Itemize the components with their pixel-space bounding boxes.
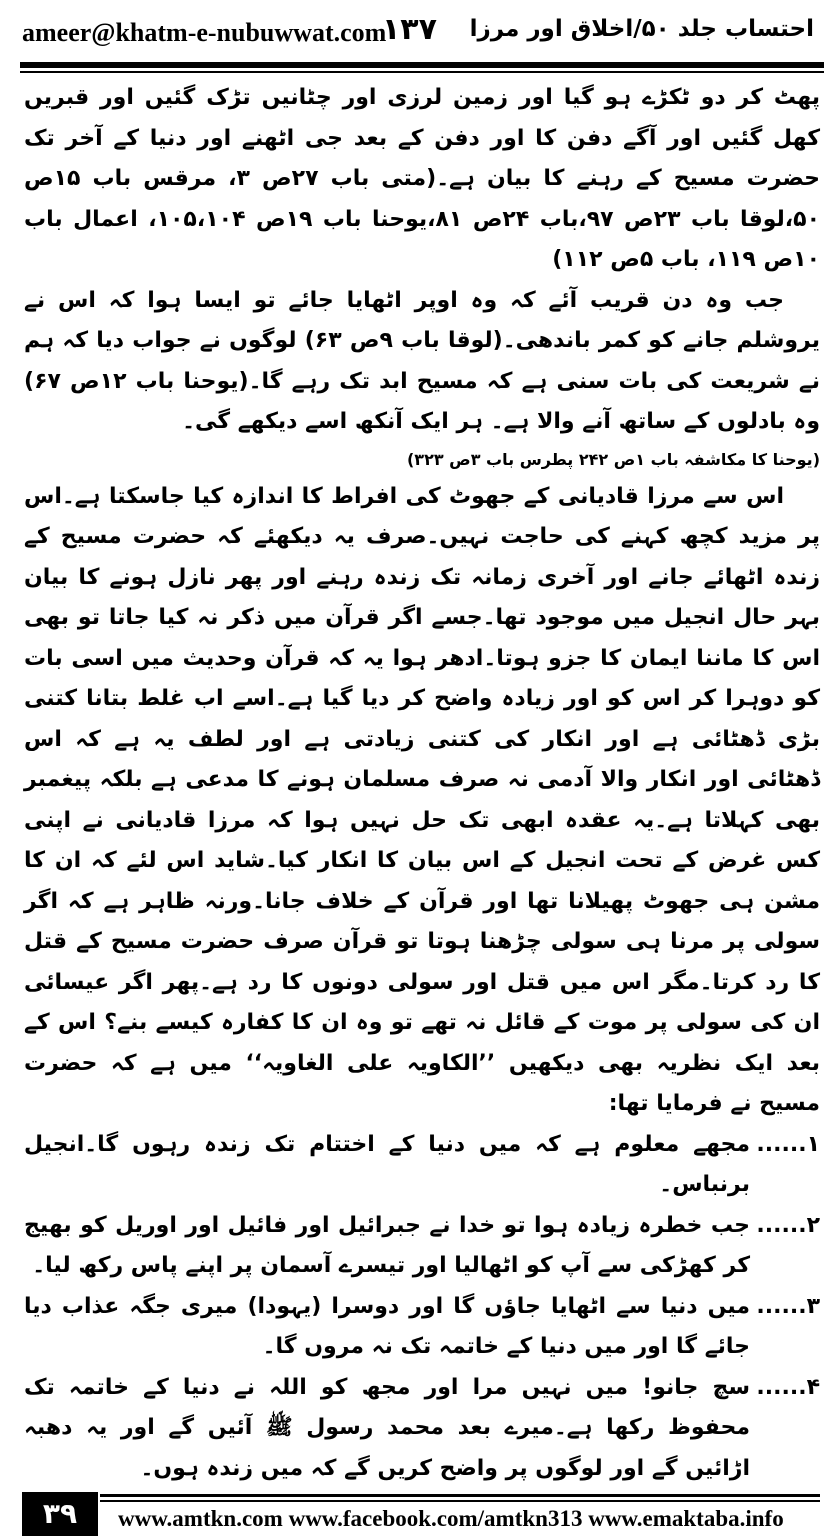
item-text: جب خطرہ زیادہ ہوا تو خدا نے جبرائیل اور فائیل اور اوریل کو بھیج کر کھڑکی سے آپ کو اٹھالیا اور تیسرے آسمان پر اپنے پاس رکھ لیا۔ (24, 1212, 750, 1278)
item-text: مجھے معلوم ہے کہ میں دنیا کے اختتام تک زندہ رہوں گا۔انجیل برنباس۔ (24, 1131, 750, 1197)
numbered-item-1 (24, 1125, 820, 1206)
item-text: میں دنیا سے اٹھایا جاؤں گا اور دوسرا (یہودا) میری جگہ عذاب دیا جائے گا اور میں دنیا کے خاتمہ تک نہ مروں گا۔ (24, 1293, 750, 1359)
footer-page-badge: ۳۹ (22, 1492, 98, 1536)
reference-citation: (یوحنا کا مکاشفہ باب ۱ص ۲۴۲ پطرس باب ۳ص ۳۲۳) (406, 449, 820, 469)
header-rule-thin (20, 71, 824, 73)
page-body (24, 78, 821, 1481)
paragraph-1: پھٹ کر دو ٹکڑے ہو گیا اور زمین لرزی اور چٹانیں تڑک گئیں اور قبریں کھل گئیں اور آگے دفن کا اور دفن کے بعد جی اٹھنے اور دنیا کے آخر تک حضرت مسیح کے رہنے کا بیان ہے۔(متی باب ۲۷ص ۳، مرقس باب ۱۵ص ۵۰،لوقا باب ۲۳ص ۹۷،باب ۲۴ص ۸۱،یوحنا باب ۱۹ص ۱۰۵،۱۰۴، اعمال باب ۱۰ص ۱۱۹، باب ۵ص ۱۱۲) (24, 85, 820, 272)
page-header (0, 0, 840, 60)
numbered-item-2 (24, 1206, 820, 1287)
numbered-item-3 (24, 1287, 820, 1368)
footer-rule-thick (100, 1494, 820, 1497)
header-rule-thick (20, 62, 824, 68)
paragraph-2: جب وہ دن قریب آئے کہ وہ اوپر اٹھایا جائے تو ایسا ہوا کہ اس نے یروشلم جانے کو کمر باندھی۔(لوقا باب ۹ص ۶۳) لوگوں نے جواب دیا کہ ہم نے شریعت کی بات سنی ہے کہ مسیح ابد تک رہے گا۔(یوحنا باب ۱۲ص ۶۷) وہ بادلوں کے ساتھ آنے والا ہے۔ ہر ایک آنکھ اسے دیکھے گی۔ (24, 287, 821, 434)
numbered-item-4 (24, 1368, 820, 1490)
item-number: ۱...... (756, 1131, 820, 1157)
header-title: احتساب جلد ۵۰/اخلاق اور مرزا (469, 16, 814, 42)
header-page-number: ۱۳۷ (382, 12, 437, 47)
footer-links[interactable]: www.amtkn.com www.facebook.com/amtkn313 www.emaktaba.info (118, 1506, 784, 1531)
item-number: ۲...... (756, 1212, 820, 1238)
footer-rule-thin (100, 1500, 820, 1502)
header-email: ameer@khatm-e-nubuwwat.com (22, 18, 387, 47)
item-text: سچ جانو! میں نہیں مرا اور مجھ کو اللہ نے دنیا کے خاتمہ تک محفوظ رکھا ہے۔میرے بعد محمد رسول ﷺ آئیں گے اور یہ دھبہ اڑائیں گے اور لوگوں پر واضح کریں گے کہ میں زندہ ہوں۔ (24, 1374, 750, 1481)
item-number: ۳...... (756, 1293, 820, 1319)
page-footer (0, 1476, 840, 1540)
item-number: ۴...... (756, 1374, 820, 1400)
paragraph-3: اس سے مرزا قادیانی کے جھوٹ کی افراط کا اندازہ کیا جاسکتا ہے۔اس پر مزید کچھ کہنے کی حاجت نہیں۔صرف یہ دیکھئے کہ حضرت مسیح کے زندہ اٹھائے جانے اور آخری زمانہ تک زندہ رہنے اور پھر نازل ہونے کا بیان بہر حال انجیل میں موجود تھا۔جسے اگر قرآن میں ذکر نہ کیا جاتا تو بھی اس کا ماننا ایمان کا جزو ہوتا۔ادھر ہوا یہ کہ قرآن وحدیث میں اسی بات کو دوہرا کر اس کو اور زیادہ واضح کر دیا گیا ہے۔اسے اب غلط بتانا کتنی بڑی ڈھٹائی ہے اور انکار کی کتنی زیادتی ہے اور لطف یہ ہے کہ اس ڈھٹائی اور انکار والا آدمی نہ صرف مسلمان ہونے کا مدعی ہے بلکہ پیغمبر بھی کہلاتا ہے۔یہ عقدہ ابھی تک حل نہیں ہوا کہ مرزا قادیانی نے اپنی کس غرض کے تحت انجیل کے اس بیان کا انکار کیا۔شاید اس لئے کہ ان کا مشن ہی جھوٹ پھیلانا تھا اور قرآن کے خلاف جانا۔ورنہ ظاہر ہے کہ اگر سولی پر مرنا ہی سولی چڑھنا ہوتا تو قرآن صرف حضرت مسیح کے قتل کا رد کرتا۔مگر اس میں قتل اور سولی دونوں کا رد ہے۔پھر اگر عیسائی ان کی سولی پر موت کے قائل نہ تھے تو وہ ان کا کفارہ کیسے بنے؟ اس کے بعد ایک نظریہ بھی دیکھیں ’’الکاویہ علی الغاویہ‘‘ میں ہے کہ حضرت مسیح نے فرمایا تھا: (24, 483, 820, 1116)
